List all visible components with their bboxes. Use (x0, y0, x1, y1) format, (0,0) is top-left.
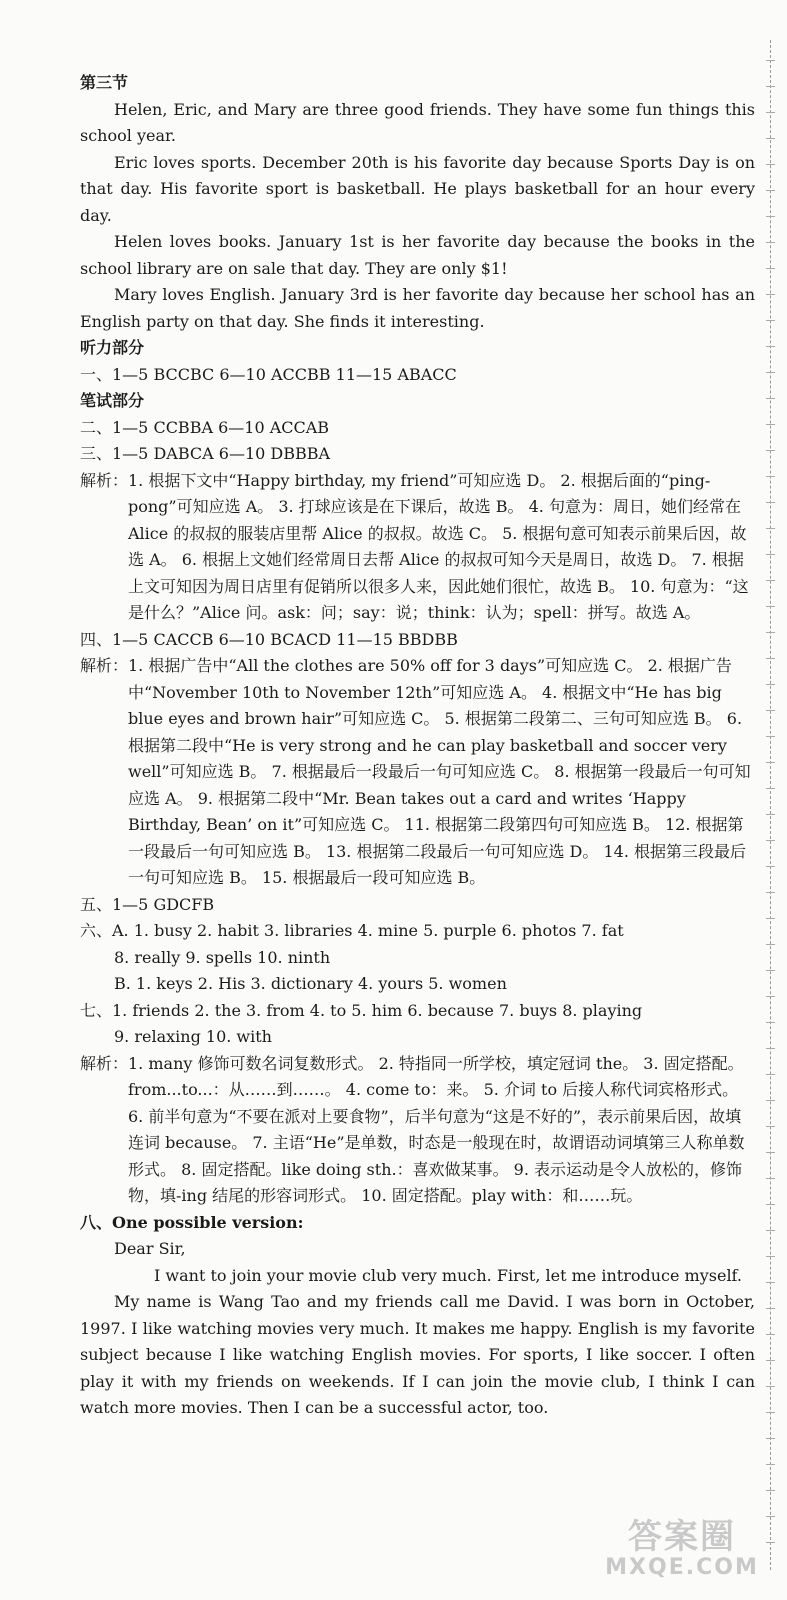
perforation-tick (766, 1516, 775, 1517)
written-heading: 笔试部分 (80, 391, 145, 410)
perforation-tick (766, 736, 775, 737)
perforation-tick (766, 1282, 775, 1283)
perforation-tick (766, 996, 775, 997)
perforation-tick (766, 216, 775, 217)
perforation-tick (766, 1308, 775, 1309)
perforation-tick (766, 502, 775, 503)
perforation-tick (766, 606, 775, 607)
perforation-tick (766, 528, 775, 529)
perforation-tick (766, 294, 775, 295)
answers-part5: 五、1—5 GDCFB (80, 894, 215, 914)
perforation-tick (766, 788, 775, 789)
answers-part2: 二、1—5 CCBBA 6—10 ACCAB (80, 417, 330, 437)
perforation-tick (766, 1152, 775, 1153)
perforation-tick (766, 1022, 775, 1023)
watermark-url: MXQE.COM (605, 1555, 759, 1580)
perforation-tick (766, 372, 775, 373)
perforation-tick (766, 476, 775, 477)
perforation-tick (766, 190, 775, 191)
perforation-tick (766, 918, 775, 919)
perforation-tick (766, 658, 775, 659)
perforation-line (770, 40, 771, 1570)
letter-paragraph-2: My name is Wang Tao and my friends call me David. I was born in October, 1997. I like watching movies very much. It makes me happy. English is my favorite subject because I like watching English movies. For sports, I like soccer. I often play it with my friends on weekends. If I can join the movie club, I think I can watch more movies. Then I can be a successful actor, too. (80, 1292, 755, 1417)
analysis-part4: 解析：1. 根据广告中“All the clothes are 50% off for 3 days”可知应选 C。 2. 根据广告中“November 10th to November 12th”可知应选 A。 4. 根据文中“He has big blue eyes and brown hair”可知应选 C。 5. 根据第二段第二、三句可知应选 B。 6. 根据第二段中“He is very strong and he can play basketball and soccer very well”可知应选 B。 7. 根据最后一段最后一句可知应选 C。 8. 根据第一段最后一句可知应选 A。 9. 根据第二段中“Mr. Bean takes out a card and writes ‘Happy Birthday, Bean’ on it”可知应选 C。 11. 根据第二段第四句可知应选 B。 12. 根据第一段最后一句可知应选 B。 13. 根据第二段最后一句可知应选 D。 14. 根据第三段最后一句可知应选 B。 15. 根据最后一段可知应选 B。 (80, 656, 751, 887)
answers-part6a-line1: 六、A. 1. busy 2. habit 3. libraries 4. mine 5. purple 6. photos 7. fat (80, 921, 624, 940)
perforation-tick (766, 710, 775, 711)
answer-page (80, 70, 755, 1422)
perforation-tick (766, 1126, 775, 1127)
perforation-tick (766, 1542, 775, 1543)
listening-heading: 听力部分 (80, 338, 145, 357)
perforation-tick (766, 1334, 775, 1335)
perforation-tick (766, 346, 775, 347)
perforation-tick (766, 944, 775, 945)
letter-greeting: Dear Sir, (114, 1239, 186, 1258)
writing-heading: 八、One possible version: (80, 1212, 304, 1232)
perforation-tick (766, 112, 775, 113)
perforation-tick (766, 1360, 775, 1361)
perforation-tick (766, 866, 775, 867)
perforation-tick (766, 86, 775, 87)
section3-title: 第三节 (80, 73, 129, 92)
perforation-tick (766, 242, 775, 243)
section3-paragraph-4: Mary loves English. January 3rd is her favorite day because her school has an English party on that day. She finds it interesting. (80, 285, 755, 331)
analysis-part3: 解析：1. 根据下文中“Happy birthday, my friend”可知应选 D。 2. 根据后面的“ping-pong”可知应选 A。 3. 打球应该是在下课后，故选 B。 4. 句意为：周日，她们经常在 Alice 的叔叔的服装店里帮 Alice 的叔叔。故选 C。 5. 根据句意可知表示前果后因，故选 A。 6. 根据上文她们经常周日去帮 Alice 的叔叔可知今天是周日，故选 D。 7. 根据上文可知因为周日店里有促销所以很多人来，因此她们很忙，故选 B。 10. 句意为：“这是什么？”Alice 问。ask：问；say：说；think：认为；spell：拼写。故选 A。 (80, 470, 749, 622)
perforation-tick (766, 970, 775, 971)
perforation-tick (766, 398, 775, 399)
perforation-tick (766, 424, 775, 425)
perforation-tick (766, 554, 775, 555)
perforation-tick (766, 1100, 775, 1101)
answers-part7-line1: 七、1. friends 2. the 3. from 4. to 5. him 6. because 7. buys 8. playing (80, 1000, 643, 1020)
answers-part6b: B. 1. keys 2. His 3. dictionary 4. yours 5. women (114, 974, 507, 993)
perforation-tick (766, 1386, 775, 1387)
perforation-tick (766, 450, 775, 451)
perforation-tick (766, 320, 775, 321)
answers-part1: 一、1—5 BCCBC 6—10 ACCBB 11—15 ABACC (80, 364, 457, 384)
perforation-tick (766, 840, 775, 841)
perforation-tick (766, 1048, 775, 1049)
answers-part4: 四、1—5 CACCB 6—10 BCACD 11—15 BBDBB (80, 629, 458, 649)
perforation-tick (766, 814, 775, 815)
perforation-tick (766, 1256, 775, 1257)
section3-paragraph-3: Helen loves books. January 1st is her favorite day because the books in the school library are on sale that day. They are only $1! (80, 232, 755, 278)
perforation-tick (766, 580, 775, 581)
perforation-tick (766, 60, 775, 61)
perforation-tick (766, 1074, 775, 1075)
analysis-part7: 解析：1. many 修饰可数名词复数形式。 2. 特指同一所学校，填定冠词 the。 3. 固定搭配。from...to...：从……到……。 4. come to：来。 5. 介词 to 后接人称代词宾格形式。 6. 前半句意为“不要在派对上要食物”，后半句意为“这是不好的”，表示前果后因，故填连词 because。 7. 主语“He”是单数，时态是一般现在时，故谓语动词填第三人称单数形式。 8. 固定搭配。like doing sth.：喜欢做某事。 9. 表示运动是令人放松的，修饰物，填-ing 结尾的形容词形式。 10. 固定搭配。play with：和……玩。 (80, 1053, 745, 1205)
perforation-tick (766, 1438, 775, 1439)
answers-part7-line2: 9. relaxing 10. with (114, 1027, 272, 1046)
section3-paragraph-1: Helen, Eric, and Mary are three good friends. They have some fun things this school year. (80, 99, 755, 145)
letter-paragraph-1: I want to join your movie club very much. First, let me introduce myself. (154, 1265, 742, 1285)
perforation-tick (766, 1490, 775, 1491)
watermark-logo (597, 1518, 767, 1582)
perforation-tick (766, 268, 775, 269)
perforation-tick (766, 1412, 775, 1413)
watermark-logo-text: 答案圈 (628, 1517, 736, 1557)
perforation-tick (766, 138, 775, 139)
section3-paragraph-2: Eric loves sports. December 20th is his favorite day because Sports Day is on that day. His favorite sport is basketball. He plays basketball for an hour every day. (80, 152, 755, 225)
perforation-tick (766, 632, 775, 633)
perforation-tick (766, 1178, 775, 1179)
perforation-tick (766, 1464, 775, 1465)
perforation-tick (766, 892, 775, 893)
answers-part6a-line2: 8. really 9. spells 10. ninth (114, 947, 331, 967)
perforation-tick (766, 684, 775, 685)
perforation-tick (766, 1204, 775, 1205)
perforation-tick (766, 1230, 775, 1231)
perforation-tick (766, 762, 775, 763)
perforation-tick (766, 164, 775, 165)
answers-part3: 三、1—5 DABCA 6—10 DBBBA (80, 444, 331, 463)
